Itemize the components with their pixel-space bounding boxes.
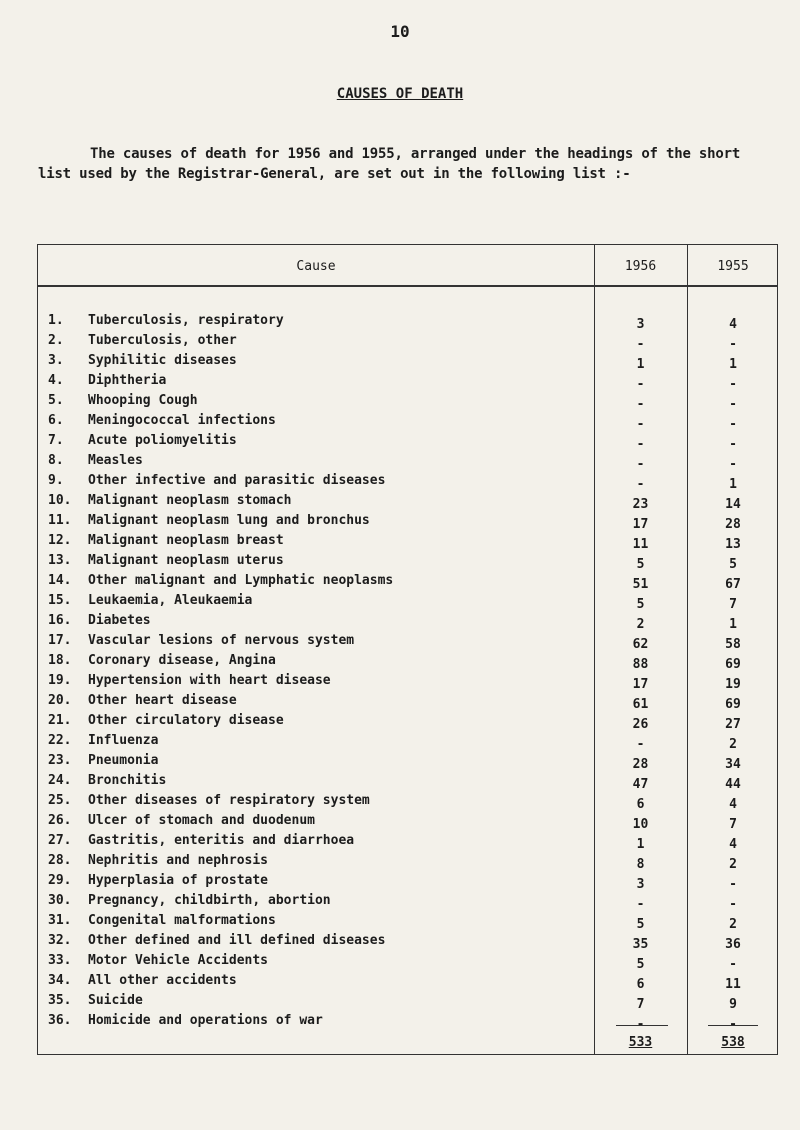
row-cause: Leukaemia, Aleukaemia xyxy=(88,593,253,608)
row-value-1956: 5 xyxy=(636,557,645,572)
row-number: 11. xyxy=(48,513,72,528)
row-value-1955: 19 xyxy=(725,677,741,692)
total-1955 xyxy=(687,1035,779,1050)
row-value-1955: 58 xyxy=(725,637,741,652)
row-value-1956: 17 xyxy=(632,677,649,692)
table-row xyxy=(38,913,779,933)
row-cause: Influenza xyxy=(88,733,159,748)
row-number: 23. xyxy=(48,753,72,768)
row-number: 33. xyxy=(48,953,72,968)
total-1956-value: 533 xyxy=(628,1035,653,1050)
row-value-1955: 11 xyxy=(725,977,741,992)
row-cause: Malignant neoplasm stomach xyxy=(88,493,292,508)
heading-text: CAUSES OF DEATH xyxy=(336,86,464,102)
row-value-1956: 5 xyxy=(636,917,645,932)
row-cause: Coronary disease, Angina xyxy=(88,653,276,668)
intro-paragraph: The causes of death for 1956 and 1955, arranged under the headings of the short list used by the Registrar-General, are set out in the following list :- xyxy=(38,146,741,182)
causes-table xyxy=(37,244,778,1055)
row-value-1956: 88 xyxy=(632,657,649,672)
row-value-1955: - xyxy=(729,957,737,972)
table-row xyxy=(38,733,779,753)
row-cause: Meningococcal infections xyxy=(88,413,276,428)
row-number: 24. xyxy=(48,773,72,788)
row-cause: Other infective and parasitic diseases xyxy=(88,473,386,488)
row-value-1956: 62 xyxy=(632,637,649,652)
row-cause: Malignant neoplasm uterus xyxy=(88,553,284,568)
row-number: 10. xyxy=(48,493,72,508)
row-value-1955: 14 xyxy=(725,497,741,512)
row-value-1956: 1 xyxy=(636,357,645,372)
row-cause: Ulcer of stomach and duodenum xyxy=(88,813,315,828)
row-value-1955: 13 xyxy=(725,537,741,552)
row-number: 29. xyxy=(48,873,72,888)
header-cause: Cause xyxy=(296,259,336,274)
table-row xyxy=(38,373,779,393)
table-row xyxy=(38,873,779,893)
row-value-1955: 69 xyxy=(725,697,741,712)
total-1956 xyxy=(594,1035,687,1050)
table-row xyxy=(38,673,779,693)
row-value-1956: 17 xyxy=(632,517,649,532)
row-value-1956: 11 xyxy=(632,537,649,552)
table-row xyxy=(38,613,779,633)
row-value-1956: - xyxy=(636,477,645,492)
row-value-1955: 2 xyxy=(729,737,737,752)
row-value-1956: - xyxy=(636,897,645,912)
row-number: 1. xyxy=(48,313,64,328)
row-value-1955: 1 xyxy=(729,357,737,372)
row-number: 7. xyxy=(48,433,64,448)
row-number: 13. xyxy=(48,553,72,568)
table-row xyxy=(38,933,779,953)
row-number: 17. xyxy=(48,633,72,648)
row-value-1956: 3 xyxy=(636,317,645,332)
row-cause: Bronchitis xyxy=(88,773,167,788)
row-cause: Hyperplasia of prostate xyxy=(88,873,269,888)
table-row xyxy=(38,573,779,593)
row-value-1955: - xyxy=(729,397,737,412)
row-cause: Motor Vehicle Accidents xyxy=(88,953,269,968)
row-value-1955: - xyxy=(729,457,737,472)
table-row xyxy=(38,813,779,833)
row-number: 36. xyxy=(48,1013,72,1028)
table-row xyxy=(38,693,779,713)
table-row xyxy=(38,793,779,813)
table-row xyxy=(38,433,779,453)
row-value-1955: 67 xyxy=(725,577,741,592)
row-value-1955: - xyxy=(729,897,737,912)
row-cause: Vascular lesions of nervous system xyxy=(88,633,355,648)
row-number: 8. xyxy=(48,453,64,468)
row-cause: Other defined and ill defined diseases xyxy=(88,933,386,948)
row-number: 28. xyxy=(48,853,72,868)
row-value-1955: - xyxy=(729,337,737,352)
row-number: 31. xyxy=(48,913,72,928)
table-row xyxy=(38,353,779,373)
table-row xyxy=(38,333,779,353)
page-number: 10 xyxy=(390,22,410,41)
table-row xyxy=(38,653,779,673)
row-number: 15. xyxy=(48,593,72,608)
row-value-1956: 61 xyxy=(632,697,649,712)
row-value-1956: 5 xyxy=(636,597,645,612)
row-cause: Diabetes xyxy=(88,613,151,628)
row-value-1955: 69 xyxy=(725,657,741,672)
row-value-1956: - xyxy=(636,337,645,352)
row-value-1956: - xyxy=(636,397,645,412)
row-value-1955: 34 xyxy=(725,757,741,772)
table-row xyxy=(38,1013,779,1033)
row-value-1955: - xyxy=(729,877,737,892)
table-row xyxy=(38,753,779,773)
row-value-1955: 7 xyxy=(729,817,737,832)
row-cause: Gastritis, enteritis and diarrhoea xyxy=(88,833,355,848)
row-value-1956: - xyxy=(636,1017,645,1032)
row-value-1956: 47 xyxy=(632,777,649,792)
row-number: 3. xyxy=(48,353,64,368)
row-number: 4. xyxy=(48,373,64,388)
row-value-1956: 7 xyxy=(636,997,645,1012)
row-value-1955: 2 xyxy=(729,917,737,932)
row-value-1955: 44 xyxy=(725,777,741,792)
header-year-1955: 1955 xyxy=(717,259,749,274)
row-cause: Acute poliomyelitis xyxy=(88,433,237,448)
row-value-1956: - xyxy=(636,737,645,752)
row-cause: Pneumonia xyxy=(88,753,159,768)
row-cause: Tuberculosis, respiratory xyxy=(88,313,284,328)
row-value-1955: - xyxy=(729,437,737,452)
row-value-1955: 1 xyxy=(729,477,737,492)
row-number: 14. xyxy=(48,573,72,588)
row-value-1955: 36 xyxy=(725,937,741,952)
row-number: 21. xyxy=(48,713,72,728)
row-value-1955: - xyxy=(729,417,737,432)
row-cause: Pregnancy, childbirth, abortion xyxy=(88,893,331,908)
row-number: 9. xyxy=(48,473,64,488)
table-row xyxy=(38,533,779,553)
row-value-1956: - xyxy=(636,437,645,452)
row-cause: Tuberculosis, other xyxy=(88,333,237,348)
row-number: 26. xyxy=(48,813,72,828)
table-row xyxy=(38,633,779,653)
row-value-1955: - xyxy=(729,1017,737,1032)
row-number: 20. xyxy=(48,693,72,708)
row-value-1956: 8 xyxy=(636,857,645,872)
table-row xyxy=(38,593,779,613)
row-number: 18. xyxy=(48,653,72,668)
row-cause: Syphilitic diseases xyxy=(88,353,237,368)
row-cause: Malignant neoplasm breast xyxy=(88,533,284,548)
row-value-1956: 26 xyxy=(632,717,649,732)
section-heading xyxy=(0,86,800,102)
row-value-1955: 27 xyxy=(725,717,741,732)
table-row xyxy=(38,953,779,973)
row-value-1956: 3 xyxy=(636,877,645,892)
row-cause: Other heart disease xyxy=(88,693,237,708)
row-number: 12. xyxy=(48,533,72,548)
table-row xyxy=(38,853,779,873)
row-cause: Malignant neoplasm lung and bronchus xyxy=(88,513,370,528)
table-row xyxy=(38,773,779,793)
total-1955-value: 538 xyxy=(721,1035,745,1050)
table-row xyxy=(38,493,779,513)
table-row xyxy=(38,713,779,733)
row-value-1956: 2 xyxy=(636,617,645,632)
table-row xyxy=(38,833,779,853)
row-value-1955: 1 xyxy=(729,617,737,632)
total-rule xyxy=(616,1025,668,1026)
row-cause: Nephritis and nephrosis xyxy=(88,853,269,868)
row-value-1955: 4 xyxy=(729,797,737,812)
row-value-1956: 28 xyxy=(632,757,649,772)
row-value-1955: 2 xyxy=(729,857,737,872)
table-row xyxy=(38,453,779,473)
row-number: 5. xyxy=(48,393,64,408)
row-value-1955: 4 xyxy=(729,317,737,332)
table-row xyxy=(38,893,779,913)
row-value-1956: 23 xyxy=(632,497,649,512)
row-cause: Other diseases of respiratory system xyxy=(88,793,370,808)
row-number: 6. xyxy=(48,413,64,428)
total-rule xyxy=(708,1025,758,1026)
row-value-1955: 4 xyxy=(729,837,737,852)
row-value-1956: 6 xyxy=(636,977,645,992)
table-row xyxy=(38,413,779,433)
row-value-1955: 7 xyxy=(729,597,737,612)
row-value-1956: 6 xyxy=(636,797,645,812)
row-number: 30. xyxy=(48,893,72,908)
header-rule xyxy=(38,285,777,287)
row-value-1955: 9 xyxy=(729,997,737,1012)
row-number: 16. xyxy=(48,613,72,628)
row-cause: Suicide xyxy=(88,993,143,1008)
row-value-1956: 5 xyxy=(636,957,645,972)
row-number: 19. xyxy=(48,673,72,688)
row-cause: Diphtheria xyxy=(88,373,167,388)
table-row xyxy=(38,473,779,493)
row-value-1956: - xyxy=(636,377,645,392)
row-cause: All other accidents xyxy=(88,973,237,988)
table-body xyxy=(38,313,779,1033)
row-value-1956: 10 xyxy=(632,817,649,832)
row-cause: Hypertension with heart disease xyxy=(88,673,331,688)
table-row xyxy=(38,313,779,333)
header-year-1956: 1956 xyxy=(624,259,657,274)
table-row xyxy=(38,513,779,533)
row-value-1956: 1 xyxy=(636,837,645,852)
table-row xyxy=(38,973,779,993)
row-value-1955: - xyxy=(729,377,737,392)
row-number: 27. xyxy=(48,833,72,848)
table-row xyxy=(38,553,779,573)
row-cause: Other malignant and Lymphatic neoplasms xyxy=(88,573,394,588)
row-number: 25. xyxy=(48,793,72,808)
row-cause: Whooping Cough xyxy=(88,393,198,408)
row-number: 2. xyxy=(48,333,64,348)
row-value-1955: 5 xyxy=(729,557,737,572)
row-number: 22. xyxy=(48,733,72,748)
row-value-1956: - xyxy=(636,417,645,432)
row-value-1956: 35 xyxy=(632,937,649,952)
table-row xyxy=(38,993,779,1013)
row-value-1956: 51 xyxy=(632,577,649,592)
row-cause: Homicide and operations of war xyxy=(88,1013,323,1028)
row-value-1956: - xyxy=(636,457,645,472)
row-cause: Other circulatory disease xyxy=(88,713,284,728)
row-number: 35. xyxy=(48,993,72,1008)
row-cause: Congenital malformations xyxy=(88,913,276,928)
row-number: 32. xyxy=(48,933,72,948)
row-number: 34. xyxy=(48,973,72,988)
row-cause: Measles xyxy=(88,453,143,468)
row-value-1955: 28 xyxy=(725,517,741,532)
table-row xyxy=(38,393,779,413)
